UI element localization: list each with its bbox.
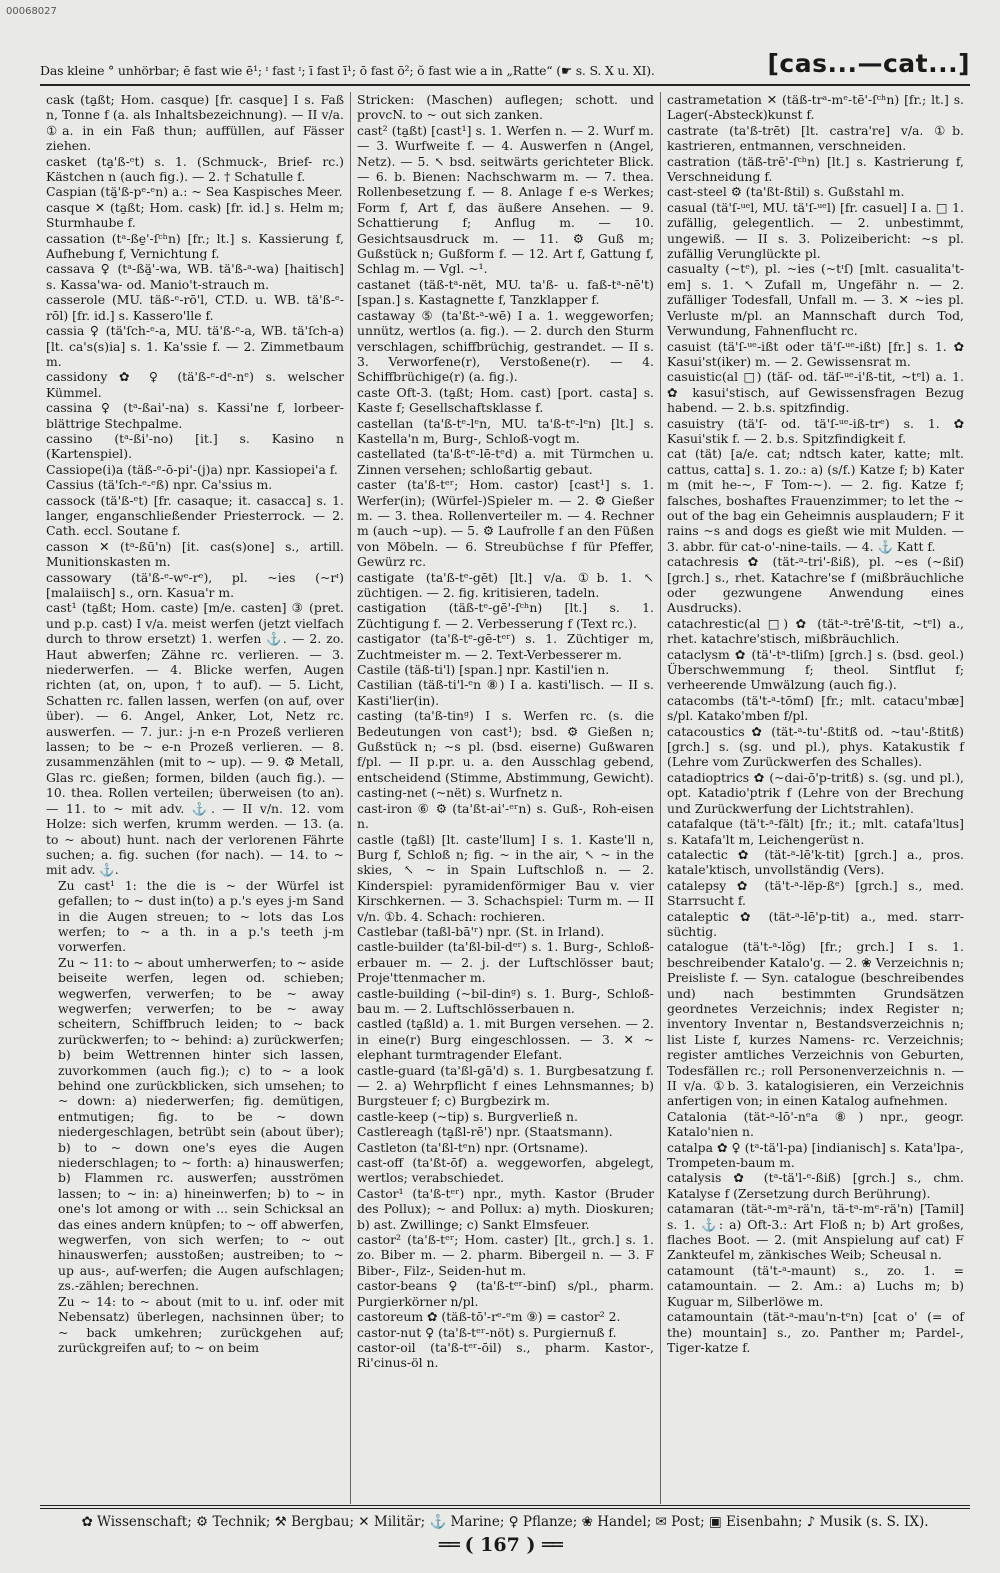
dictionary-entry: cast¹ (ta̱ßt; Hom. caste) [m/e. casten] ③ (pret. und p.p. cast) I v/a. meist werfen (jetzt vielfach durch to throw ersetzt) 1. werfen ⚓. — 2. zo. Haut abwerfen; Zähne rc. verlieren. — 3. niederwerfen. — 4. Blicke werfen, Augen richten (at, on, upon, † to auf). — 5. Licht, Schatten rc. fallen lassen, werfen (on auf, over über). — 6. Angel, Anker, Lot, Netz rc. auswerfen. — 7. jur.: j-n e-n Prozeß verlieren lassen; to be ~ e-n Prozeß verlieren. — 8. zusammenzählen (mit to ~ up). — 9. ⚙ Metall, Glas rc. gießen; formen, bilden (auch fig.). — 10. thea. Rollen verteilen; überweisen (to an). — 11. to ~ mit adv. ⚓. — II v/n. 12. vom Holze: sich werfen, krumm werden. — 13. (a. to ~ about) hunt. nach der verlorenen Fährte suchen; a. fig. suchen (for nach). — 14. to ~ mit adv. ⚓. — [46, 600, 344, 878]
dictionary-entry: cat (tät) [a/e. cat; ndtsch kater, katte; mlt. cattus, catta] s. 1. zo.: a) (s/f.) Katze f; b) Kater m (mit he-~, F Tom-~). — 2. fig. Katze f; falsches, boshaftes Frauenzimmer; to let the ~ out of the bag ein Geheimnis ausplaudern; F it rains ~s and dogs es gießt wie mit Mulden. — 3. abbr. für cat-o'-nine-tails. — 4. ⚓ Katt f. — [667, 446, 964, 554]
dictionary-entry: castled (ta̱ßld) a. 1. mit Burgen versehen. — 2. in eine(r) Burg eingeschlossen. — 3. ✕ ~ elephant turmtragender Elefant. — [357, 1016, 654, 1063]
dictionary-entry: castle (ta̱ßl) [lt. caste'llum] I s. 1. Kaste'll n, Burg f, Schloß n; fig. ~ in the air, ↖ ~ in the skies, ↖ ~ in Spain Luftschloß n. — 2. Kinderspiel: pyramidenförmiger Bau v. vier Kirschkernen. — 3. Schachspiel: Turm m. — II v/n. ①b. 4. Schach: rochieren. — [357, 831, 654, 924]
dictionary-entry: castaway ⑤ (ta'ßt-ᵃ-wē) I a. 1. weggeworfen; unnütz, wertlos (a. fig.). — 2. durch den Sturm verschlagen, schiffbrüchig, gestrandet. — II s. 3. Verworfene(r), Verstoßene(r). — 4. Schiffbrüchige(r) (a. fig.). — [357, 307, 654, 385]
dictionary-entry: castration (täß-trē'-ſᶜʰn) [lt.] s. Kastrierung f, Verschneidung f. — [667, 153, 964, 185]
dictionary-entry: catafalque (tä't-ᵃ-fält) [fr.; it.; mlt. catafa'ltus] s. Katafa'lt m, Leichengerüst n. — [667, 816, 964, 847]
dictionary-entry: catacoustics ✿ (tät-ᵃ-tu'-ßtitß od. ~tau'-ßtitß) [grch.] s. (sg. und pl.), phys. Katakustik f (Lehre vom Zurückwerfen des Schalles). — [667, 723, 964, 770]
dictionary-entry: Castor¹ (ta'ß-tᵉʳ) npr., myth. Kastor (Bruder des Pollux); ~ and Pollux: a) myth. Dioskuren; b) ast. Zwillinge; c) Sankt Elmsfeuer. — [357, 1185, 654, 1232]
dictionary-entry: casuistic(al □) (täſ- od. täſ-ᵘᵉ-i'ß-tit, ~tᵉl) a. 1. ✿ kasui'stisch, auf Gewissensfragen Bezug habend. — 2. b.s. spitzfindig. — [667, 369, 964, 416]
dictionary-entry: castor-beans ♀ (ta'ß-tᵉʳ-binſ) s/pl., pharm. Purgierkörner n/pl. — [357, 1278, 654, 1309]
dictionary-entry: cassock (tä'ß-ᵉt) [fr. casaque; it. casacca] s. 1. langer, enganschließender Priesterrock. — 2. Cath. eccl. Soutane f. — [46, 492, 344, 539]
dictionary-entry: casting-net (~nët) s. Wurfnetz n. — [357, 785, 563, 801]
dictionary-entry: castle-guard (ta'ßl-gā'd) s. 1. Burgbesatzung f. — 2. a) Wehrpflicht f eines Lehnsmannes; b) Burgsteuer f; c) Burgbezirk m. — [357, 1062, 654, 1109]
dictionary-entry: cast-steel ⚙ (ta'ßt-ßtil) s. Gußstahl m. — [667, 184, 905, 200]
dictionary-entry: Caspian (tä̱'ß-pᵉ-ᵉn) a.: ~ Sea Kaspisches Meer. — [46, 184, 343, 200]
dictionary-entry: Catalonia (tät-ᵃ-lō'-nᵉa ⑧) npr., geogr. Katalo'nien n. — [667, 1108, 964, 1140]
dictionary-entry: caster (ta'ß-tᵉʳ; Hom. castor) [cast¹] s. 1. Werfer(in); (Würfel-)Spieler m. — 2. ⚙ Gießer m. — 3. thea. Rollenverteiler m. — 4. Rechner m (auch ~up). — 5. ⚙ Laufrolle f an den Füßen von Möbeln. — 6. Streubüchse f für Pfeffer, Gewürz rc. — [357, 477, 654, 570]
dictionary-entry: cask (ta̱ßt; Hom. casque) [fr. casque] I s. Faß n, Tonne f (a. als Inhaltsbezeichnung). — II v/a. ①a. in ein Faß thun; auffüllen, auf Fässer ziehen. — [46, 92, 344, 154]
column-left — [40, 92, 350, 1504]
dictionary-entry: castigation (täß-tᵉ-gē'-ſᶜʰn) [lt.] s. 1. Züchtigung f. — 2. Verbesserung f (Text rc.). — [357, 600, 654, 631]
dictionary-entry: cassowary (tä'ß-ᵉ-wᵉ-rᵉ), pl. ~ies (~rᶦ) [malaiisch] s., orn. Kasua'r m. — [46, 569, 344, 600]
dictionary-entry: casting (ta'ß-tinᵍ) I s. Werfen rc. (s. die Bedeutungen von cast¹); bsd. ⚙ Gießen n; Gußstück n; ~s pl. (bsd. eiserne) Gußwaren f/pl. — II p.pr. u. a. den Ausschlag gebend, entscheidend (Stimme, Abstimmung, Gewicht). — [357, 708, 654, 785]
dictionary-entry: catacombs (tä't-ᵃ-tōmſ) [fr.; mlt. catacu'mbæ] s/pl. Katako'mben f/pl. — [667, 692, 964, 724]
dictionary-entry: cassino (tᵃ-ßi'-no) [it.] s. Kasino n (Kartenspiel). — [46, 430, 344, 462]
running-head: [cas...—cat...] — [767, 49, 970, 78]
dictionary-entry: Cassiope(i)a (täß-ᵉ-ō-pi'-(j)a) npr. Kassiopei'a f. — [46, 461, 338, 477]
dictionary-entry: casual (tä'ſ-ᵘᵉl, MU. tä'ſ-ᵘᵉl) [fr. casuel] I a. □ 1. zufällig, gelegentlich. — 2. unbestimmt, ungewiß. — II s. 3. Polizeibericht: ~s pl. zufällig Verunglückte pl. — [667, 199, 964, 262]
dictionary-entry: caste Oft-3. (ta̱ßt; Hom. cast) [port. casta] s. Kaste f; Gesellschaftsklasse f. — [357, 384, 654, 416]
dictionary-entry: Zu ~ 11: to ~ about umherwerfen; to ~ aside beiseite werfen, legen od. schieben; wegwerfen, verwerfen; to be ~ away wegwerfen; verwerfen; to be ~ away scheitern, Schiffbruch leiden; to ~ back zurückwerfen; to ~ behind: a) zurückwerfen; b) beim Wettrennen hinter sich lassen, zuvorkommen (auch fig.); c) to ~ a look behind one zurückblicken, sich umsehen; to ~ down: a) niederwerfen; fig. demütigen, entmutigen; fig. to be ~ down niedergeschlagen, betrübt sein (about über); b) to ~ down one's eyes die Augen niederschlagen; to ~ forth: a) hinauswerfen; b) Flammen rc. auswerfen; ausströmen lassen; to ~ in: a) hineinwerfen; b) to ~ in one's lot among or with ... sein Schicksal an das eines andern knüpfen; to ~ off abwerfen, wegwerfen, von sich werfen; to ~ out hinauswerfen; ausstoßen; austreiben; to ~ up aus-, auf-werfen; die Augen aufschlagen; zs.-zählen; berechnen. — [58, 954, 344, 1294]
dictionary-entry: castle-builder (ta'ßl-bil-dᵉʳ) s. 1. Burg-, Schloß-erbauer m. — 2. j. der Luftschlösser baut; Proje'ttenmacher m. — [357, 939, 654, 986]
dictionary-entry: Stricken: (Maschen) auflegen; schott. und provcN. to ~ out sich zanken. — [357, 92, 654, 123]
pronunciation-key: Das kleine ° unhörbar; ē fast wie ē¹; ᶦ fast ᶦ; ī fast ī¹; ō fast ō²; ŏ fast wie a in „Ratte“ (☛ s. S. X u. XI). — [40, 63, 655, 78]
dictionary-entry: castoreum ✿ (täß-tō'-rᵉ-ᵉm ⑨) = castor² 2. — [357, 1309, 621, 1325]
dictionary-entry: Castleton (ta'ßl-tᵉn) npr. (Ortsname). — [357, 1139, 589, 1155]
dictionary-entry: catamaran (tät-ᵃ-mᵃ-rä'n, tä-tᵃ-mᵉ-rä'n) [Tamil] s. 1. ⚓: a) Oft-3.: Art Floß n; b) Art großes, flaches Boot. — 2. (mit Anspielung auf cat) F Zankteufel m, zänkisches Weib; Scheusal n. — [667, 1201, 964, 1263]
dictionary-entry: casson ✕ (tᵃ-ßū'n) [it. cas(s)one] s., artill. Munitionskasten m. — [46, 538, 344, 570]
dictionary-entry: catachrestic(al □) ✿ (tät-ᵃ-trē'ß-tit, ~tᵉl) a., rhet. katachre'stisch, mißbräuchlich. — [667, 615, 964, 647]
dictionary-entry: castor² (ta'ß-tᵉʳ; Hom. caster) [lt., grch.] s. 1. zo. Biber m. — 2. pharm. Bibergeil n. — 3. F Biber-, Filz-, Seiden-hut m. — [357, 1232, 654, 1278]
dictionary-entry: catalysis ✿ (tᵃ-tä'l-ᵉ-ßiß) [grch.] s., chm. Katalyse f (Zersetzung durch Berührung). — [667, 1170, 964, 1201]
page-header — [40, 36, 970, 86]
dictionary-entry: castellated (ta'ß-tᵉ-lē-tᵉd) a. mit Türmchen u. Zinnen versehen; schloßartig gebaut. — [357, 446, 654, 477]
dictionary-entry: cassava ♀ (tᵃ-ßä̱'-wa, WB. tä'ß-ᵃ-wa) [haitisch] s. Kassa'wa- od. Manio't-strauch m. — [46, 261, 344, 292]
dictionary-entry: Castlereagh (ta̱ßl-rē') npr. (Staatsmann). — [357, 1124, 613, 1140]
dictionary-entry: casuistry (tä'ſ- od. tä'ſ-ᵘᵉ-iß-trᵉ) s. 1. ✿ Kasui'stik f. — 2. b.s. Spitzfindigkeit f. — [667, 415, 964, 446]
entry-columns — [40, 92, 970, 1504]
dictionary-entry: castrate (ta'ß-trēt) [lt. castra're] v/a. ①b. kastrieren, entmannen, verschneiden. — [667, 122, 964, 154]
dictionary-entry: cataclysm ✿ (tä'-tᵃ-tliſm) [grch.] s. (bsd. geol.) Überschwemmung f; theol. Sintflut f; verheerende Umwälzung (auch fig.). — [667, 646, 964, 693]
dictionary-entry: cassia ♀ (tä'ſch-ᵉ-a, MU. tä'ß-ᵉ-a, WB. tä'ſch-a) [lt. ca's(s)ia] s. 1. Ka'ssie f. — 2. Zimmetbaum m. — [46, 323, 344, 369]
page-number-bars-right: ══ — [542, 1534, 561, 1556]
dictionary-entry: casualty (~tᵉ), pl. ~ies (~tᶦſ) [mlt. casualita't-em] s. 1. ↖ Zufall m, Ungefähr n. — 2. zufälliger Todesfall, Unfall m. — 3. ✕ ~ies pl. Verluste m/pl. an Mannschaft durch Tod, Verwundung, Fahnenflucht rc. — [667, 261, 964, 339]
dictionary-entry: castle-building (~bil-dinᵍ) s. 1. Burg-, Schloß-bau m. — 2. Luftschlösserbauen n. — [357, 985, 654, 1016]
dictionary-entry: casserole (MU. täß-ᵉ-rō'l, CT.D. u. WB. tä'ß-ᵉ-rōl) [fr. id.] s. Kassero'lle f. — [46, 292, 344, 323]
dictionary-entry: cassation (tᵃ-ße̱'-ſᶜʰn) [fr.; lt.] s. Kassierung f, Aufhebung f, Vernichtung f. — [46, 230, 344, 262]
dictionary-entry: catamountain (tät-ᵃ-mau'n-tᵉn) [cat o' (= of the) mountain] s., zo. Panther m; Pardel-, Tiger-katze f. — [667, 1309, 964, 1355]
dictionary-entry: Castile (täß-ti'l) [span.] npr. Kastil'ien n. — [357, 662, 610, 678]
dictionary-entry: castle-keep (~tip) s. Burgverließ n. — [357, 1108, 578, 1124]
dictionary-entry: cataleptic ✿ (tät-ᵃ-lē'p-tit) a., med. starr-süchtig. — [667, 908, 964, 939]
dictionary-entry: catalogue (tä't-ᵃ-lŏg) [fr.; grch.] I s. 1. beschreibender Katalo'g. — 2. ❀ Verzeichnis n; Preisliste f. — Syn. catalogue (beschreibendes und) nach bestimmten Grundsätzen geordnetes Verzeichnis; index Register n; inventory Inventar n, Bestandsverzeichnis n; list Liste f, kurzes Namens- rc. Verzeichnis; register amtliches Verzeichnis von Geburten, Todesfällen rc.; roll Personenverzeichnis n. — II v/a. ①b. 3. katalogisieren, ein Verzeichnis anfertigen von; in einen Katalog aufnehmen. — [667, 939, 964, 1109]
page-number-line — [0, 1534, 1000, 1556]
column-right — [660, 92, 970, 1504]
dictionary-entry: castigate (ta'ß-tᵉ-gēt) [lt.] v/a. ①b. 1. ↖ züchtigen. — 2. fig. kritisieren, tadeln. — [357, 569, 654, 600]
dictionary-entry: catadioptrics ✿ (~dai-ō'p-tritß) s. (sg. und pl.), opt. Katadio'ptrik f (Lehre von der Brechung und Zurückwerfung der Lichtstrahlen). — [667, 769, 964, 816]
dictionary-entry: Zu ~ 14: to ~ about (mit to u. inf. oder mit Nebensatz) überlegen, nachsinnen über; to ~ back umkehren; zurückgehen auf; zurückgreifen auf; to ~ on beim — [58, 1293, 344, 1355]
dictionary-entry: casket (ta̱'ß-ᵉt) s. 1. (Schmuck-, Brief- rc.) Kästchen n (auch fig.). — 2. † Schatulle f. — [46, 153, 344, 185]
dictionary-entry: castellan (ta'ß-tᵉ-lᵉn, MU. ta'ß-tᵉ-lᵉn) [lt.] s. Kastella'n m, Burg-, Schloß-vogt m. — [357, 415, 654, 446]
page-number-bars-left: ══ — [439, 1534, 458, 1556]
dictionary-entry: Zu cast¹ 1: the die is ~ der Würfel ist gefallen; to ~ dust in(to) a p.'s eyes j-m Sand in die Augen streuen; to ~ lots das Los werfen; to ~ a th. in a p.'s teeth j-m vorwerfen. — [58, 877, 344, 955]
dictionary-entry: castanet (täß-tᵃ-nët, MU. ta'ß- u. faß-tᵃ-nē't) [span.] s. Kastagnette f, Tanzklapper f. — [357, 276, 654, 308]
dictionary-entry: castor-oil (ta'ß-tᵉʳ-ōil) s., pharm. Kastor-, Ri'cinus-öl n. — [357, 1339, 654, 1371]
dictionary-entry: casque ✕ (ta̱ßt; Hom. cask) [fr. id.] s. Helm m; Sturmhaube f. — [46, 199, 344, 231]
page-number: ( 167 ) — [464, 1534, 536, 1556]
dictionary-entry: catamount (tä't-ᵃ-maunt) s., zo. 1. = catamountain. — 2. Am.: a) Luchs m; b) Kuguar m, Silberlöwe m. — [667, 1262, 964, 1309]
dictionary-entry: catalpa ✿ ♀ (tᵃ-tä'l-pa) [indianisch] s. Kata'lpa-, Trompeten-baum m. — [667, 1139, 964, 1171]
scan-reference-id: 00068027 — [6, 6, 57, 17]
dictionary-entry: cast² (ta̱ßt) [cast¹] s. 1. Werfen n. — 2. Wurf m. — 3. Wurfweite f. — 4. Auswerfen n (Angel, Netz). — 5. ↖ bsd. seitwärts gerichteter Blick. — 6. b. Bienen: Nachschwarm m. — 7. thea. Rollenbesetzung f. — 8. Anlage f e-s Werkes; Form f, Art f, das äußere Ansehen. — 9. Schattierung f; Anflug m. — 10. Gesichtsausdruck m. — 11. ⚙ Guß m; Gußstück n; Gußform f. — 12. Art f, Gattung f, Schlag m. — Vgl. ~¹. — [357, 122, 654, 277]
symbol-legend: ✿ Wissenschaft; ⚙ Technik; ⚒ Bergbau; ✕ Militär; ⚓ Marine; ♀ Pflanze; ❀ Handel; ✉ Post; ▣ Eisenbahn; ♪ Musik (s. S. IX). — [40, 1508, 970, 1530]
column-middle — [350, 92, 660, 1504]
dictionary-entry: catachresis ✿ (tät-ᵃ-tri'-ßiß), pl. ~es (~ßiſ) [grch.] s., rhet. Katachre'se f (mißbräuchliche oder gezwungene Anwendung eines Ausdrucks). — [667, 554, 964, 616]
dictionary-entry: castor-nut ♀ (ta'ß-tᵉʳ-nöt) s. Purgiernuß f. — [357, 1324, 617, 1340]
dictionary-entry: castrametation ✕ (täß-trᵃ-mᵉ-tē'-ſᶜʰn) [fr.; lt.] s. Lager(-Absteck)kunst f. — [667, 92, 964, 123]
dictionary-entry: cast-iron ⑥ ⚙ (ta'ßt-ai'-ᵉʳn) s. Guß-, Roh-eisen n. — [357, 800, 654, 832]
dictionary-entry: cast-off (ta'ßt-ōf) a. weggeworfen, abgelegt, wertlos; verabschiedet. — [357, 1155, 654, 1186]
dictionary-entry: catalepsy ✿ (tä't-ᵃ-lëp-ßᵉ) [grch.] s., med. Starrsucht f. — [667, 877, 964, 909]
dictionary-entry: cassina ♀ (tᵃ-ßai'-na) s. Kassi'ne f, lorbeer-blättrige Stechpalme. — [46, 400, 344, 431]
dictionary-entry: Castilian (täß-ti'l-ᵉn ⑧) I a. kasti'lisch. — II s. Kasti'lier(in). — [357, 677, 654, 708]
dictionary-entry: cassidony ✿ ♀ (tä'ß-ᵉ-dᵉ-nᵉ) s. welscher Kümmel. — [46, 369, 344, 400]
dictionary-entry: catalectic ✿ (tät-ᵃ-lē'k-tit) [grch.] a., pros. katale'ktisch, unvollständig (Vers). — [667, 846, 964, 878]
dictionary-entry: casuist (tä'ſ-ᵘᵉ-ißt oder tä'ſ-ᵘᵉ-ißt) [fr.] s. 1. ✿ Kasui'st(iker) m. — 2. Gewissensrat m. — [667, 338, 964, 369]
dictionary-entry: Cassius (tä'ſch-ᵉ-ᵉß) npr. Ca'ssius m. — [46, 477, 273, 493]
dictionary-entry: Castlebar (taßl-bā'ʳ) npr. (St. in Irland). — [357, 923, 605, 939]
dictionary-entry: castigator (ta'ß-tᵉ-gē-tᵉʳ) s. 1. Züchtiger m, Zuchtmeister m. — 2. Text-Verbesserer m. — [357, 631, 654, 662]
